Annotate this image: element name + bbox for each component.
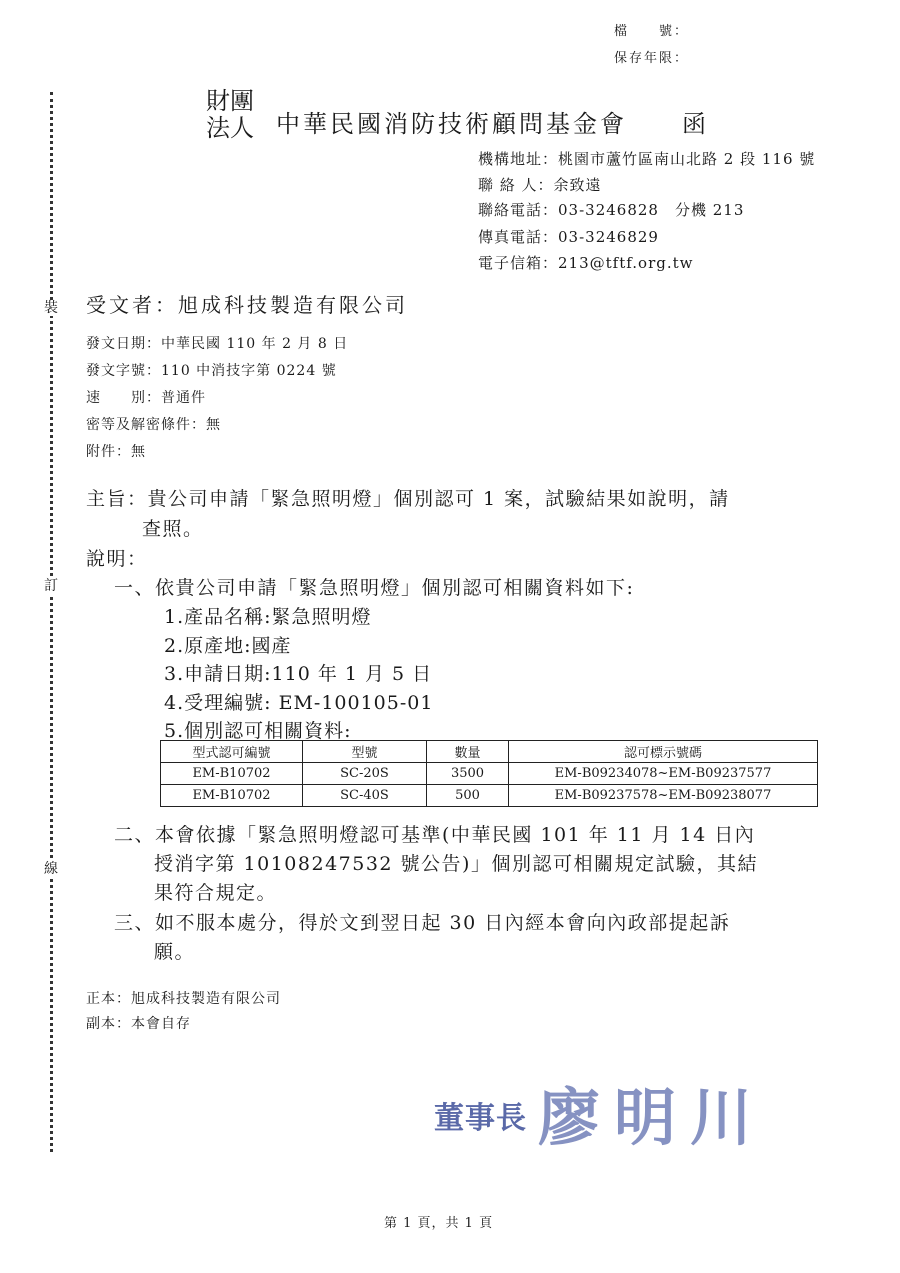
contact-person xyxy=(478,174,602,195)
contact-address xyxy=(478,148,815,169)
org-prefix-line-2: 法人 xyxy=(206,114,254,142)
contact-email-value[interactable]: 213@tftf.org.tw xyxy=(558,254,694,272)
table-header-cell: 型式認可編號 xyxy=(161,741,303,763)
contact-fax-value: 03-3246829 xyxy=(558,228,659,246)
org-name: 中華民國消防技術顧問基金會 xyxy=(276,110,627,138)
signature-name: 廖明川 xyxy=(538,1081,767,1154)
attachments: 附件：無 xyxy=(86,444,146,460)
original-recipient: 正本：旭成科技製造有限公司 xyxy=(86,991,281,1007)
reference-number: 發文字號：110 中消技字第 0224 號 xyxy=(86,363,337,379)
table-cell: EM-B09237578~EM-B09238077 xyxy=(509,785,818,807)
contact-phone xyxy=(478,199,744,220)
table-cell: 500 xyxy=(427,785,509,807)
contact-person-label: 聯 絡 人： xyxy=(478,176,554,194)
document-type: 函 xyxy=(682,110,709,138)
binding-mark-xian: 線 xyxy=(44,861,58,877)
org-prefix xyxy=(206,88,254,142)
table-cell: EM-B10702 xyxy=(161,763,303,785)
section-2-line-3: 果符合規定。 xyxy=(154,882,278,904)
page-number-footer: 第 1 頁，共 1 頁 xyxy=(384,1216,494,1231)
signature-title: 董事長 xyxy=(434,1101,527,1136)
issue-date: 發文日期：中華民國 110 年 2 月 8 日 xyxy=(86,336,349,352)
table-cell: EM-B10702 xyxy=(161,785,303,807)
delivery-speed: 速 別：普通件 xyxy=(86,390,206,406)
table-header-cell: 數量 xyxy=(427,741,509,763)
contact-address-label: 機構地址： xyxy=(478,150,559,168)
binding-mark-zhuang: 裝 xyxy=(44,300,58,316)
secrecy-level: 密等及解密條件：無 xyxy=(86,417,221,433)
item-application-date: 3.申請日期:110 年 1 月 5 日 xyxy=(164,663,433,685)
binding-dotted-line xyxy=(50,92,53,1152)
contact-phone-value: 03-3246828 分機 213 xyxy=(558,201,745,219)
table-header-cell: 型號 xyxy=(303,741,427,763)
table-cell: EM-B09234078~EM-B09237577 xyxy=(509,763,818,785)
section-3-line-2: 願。 xyxy=(154,941,196,963)
subject-line-1: 主旨：貴公司申請「緊急照明燈」個別認可 1 案，試驗結果如說明，請 xyxy=(86,488,730,510)
contact-fax-label: 傳真電話： xyxy=(478,228,559,246)
item-origin: 2.原產地:國產 xyxy=(164,635,292,657)
table-row xyxy=(161,785,818,807)
table-header-cell: 認可標示號碼 xyxy=(509,741,818,763)
file-number-label: 檔 號： xyxy=(614,24,690,39)
contact-address-value: 桃園市蘆竹區南山北路 2 段 116 號 xyxy=(558,150,816,168)
table-row xyxy=(161,763,818,785)
item-case-number: 4.受理編號: EM-100105-01 xyxy=(164,692,434,714)
contact-fax xyxy=(478,226,659,247)
binding-mark-ding: 訂 xyxy=(44,578,58,594)
contact-email-label: 電子信箱： xyxy=(478,254,559,272)
section-3-line-1: 三、如不服本處分，得於文到翌日起 30 日內經本會向內政部提起訴 xyxy=(114,912,731,934)
copy-recipient: 副本：本會自存 xyxy=(86,1016,191,1032)
org-prefix-line-1: 財團 xyxy=(206,87,254,115)
explanation-label: 說明： xyxy=(86,548,148,570)
table-cell: 3500 xyxy=(427,763,509,785)
contact-email xyxy=(478,252,693,273)
retention-period-label: 保存年限： xyxy=(614,51,690,66)
approval-table xyxy=(160,740,818,807)
section-2-line-1: 二、本會依據「緊急照明燈認可基準(中華民國 101 年 11 月 14 日內 xyxy=(114,824,756,846)
contact-phone-label: 聯絡電話： xyxy=(478,201,559,219)
item-product-name: 1.產品名稱:緊急照明燈 xyxy=(164,606,372,628)
contact-person-value: 余致遠 xyxy=(553,176,602,194)
item-related-data: 5.個別認可相關資料: xyxy=(164,720,352,742)
section-1-heading: 一、依貴公司申請「緊急照明燈」個別認可相關資料如下: xyxy=(114,577,635,599)
table-cell: SC-20S xyxy=(303,763,427,785)
recipient: 受文者：旭成科技製造有限公司 xyxy=(86,293,408,317)
subject-line-2: 查照。 xyxy=(142,518,204,540)
section-2-line-2: 授消字第 10108247532 號公告)」個別認可相關規定試驗，其結 xyxy=(154,853,758,875)
table-cell: SC-40S xyxy=(303,785,427,807)
table-header-row xyxy=(161,741,818,763)
